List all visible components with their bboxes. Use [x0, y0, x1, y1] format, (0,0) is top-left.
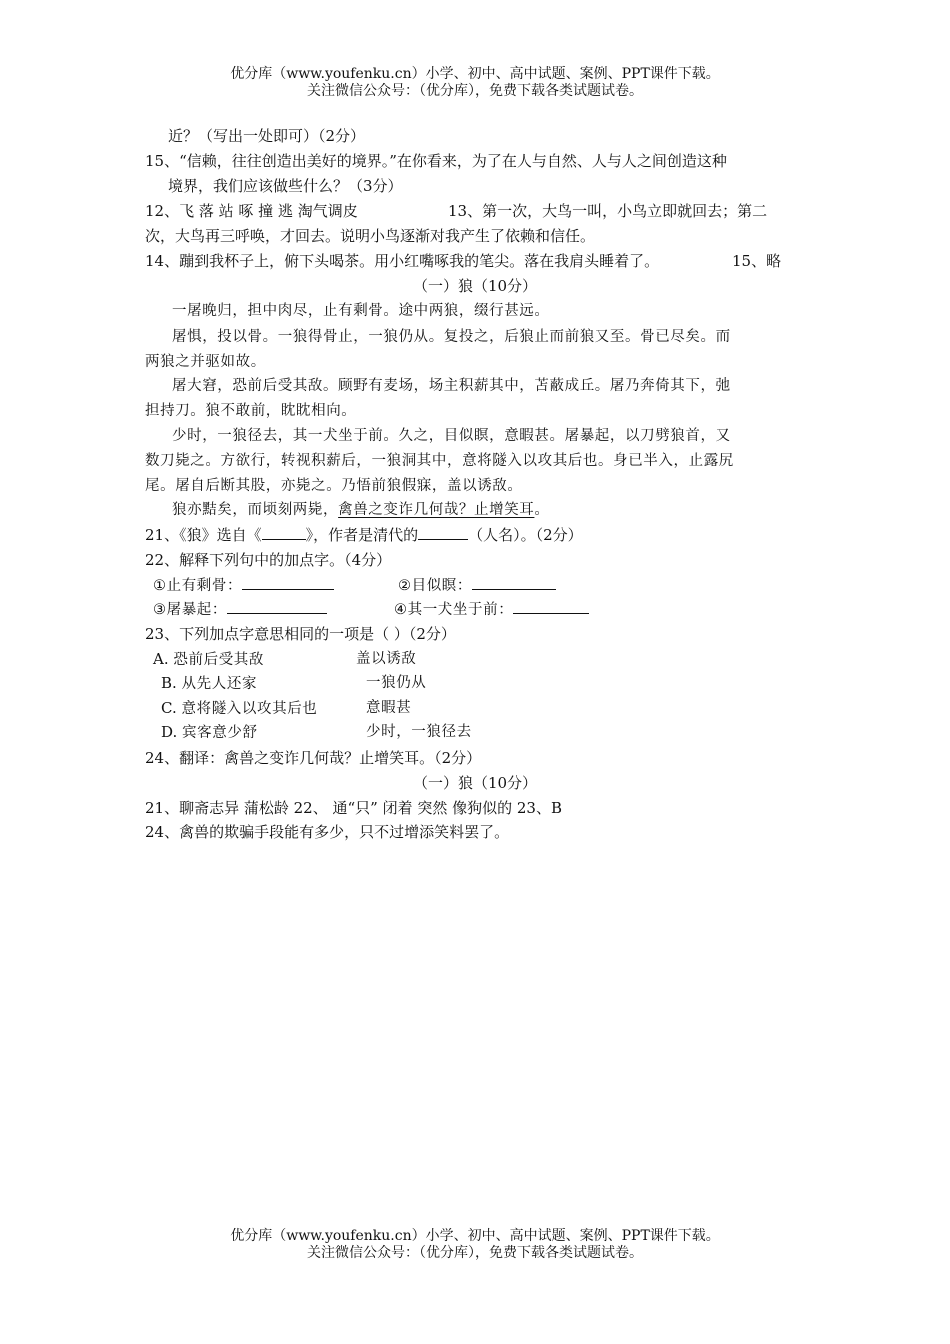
- section-title: （一）狼（10分）: [412, 277, 538, 295]
- q22-item-3: [153, 599, 327, 620]
- answers-21-23: 21、聊斋志异 蒲松龄 22、 通“只” 闭着 突然 像狗似的 23、B: [145, 799, 562, 817]
- passage-p1: 一屠晚归，担中肉尽，止有剩骨。途中两狼，缀行甚远。: [172, 303, 550, 319]
- q14-tail: 近？（写出一处即可）（2分）: [168, 127, 366, 145]
- q22-item-3-blank[interactable]: [227, 599, 327, 614]
- q21-text-b: 》，作者是清代的: [305, 526, 419, 544]
- answer-13: 13、第一次，大鸟一叫，小鸟立即就回去；第二: [448, 202, 768, 220]
- passage-p5: [172, 500, 550, 520]
- passage-p2-line-1: 屠惧，投以骨。一狼得骨止，一狼仍从。复投之，后狼止而前狼又至。骨已尽矣。而: [172, 329, 731, 345]
- q23-option-b-label: B.: [161, 674, 177, 692]
- q23-option-b-left: 从先人还家: [181, 676, 258, 692]
- q22-item-1-label: ①止有剩骨：: [153, 578, 243, 594]
- passage-p3-line-2: 担持刀。狼不敢前，眈眈相向。: [145, 403, 357, 419]
- answers-24: 24、禽兽的欺骗手段能有多少，只不过增添笑料罢了。: [145, 823, 510, 841]
- q23-option-a-label: A.: [153, 650, 169, 668]
- q22-item-3-label: ③屠暴起：: [153, 602, 227, 618]
- question-24: 24、翻译：禽兽之变诈几何哉？止增笑耳。（2分）: [145, 749, 482, 767]
- header-line-1: 优分库（www.youfenku.cn）小学、初中、高中试题、案例、PPT课件下载。: [230, 66, 720, 82]
- passage-p4-line-1: 少时，一狼径去，其一犬坐于前。久之，目似瞑，意暇甚。屠暴起，以刀劈狼首，又: [172, 428, 731, 444]
- q23-option-d-right: 少时，一狼径去: [366, 724, 472, 740]
- q23-option-a[interactable]: [153, 649, 264, 670]
- q22-item-1-blank[interactable]: [242, 575, 334, 590]
- answer-14: 14、蹦到我杯子上，俯下头喝茶。用小红嘴啄我的笔尖。落在我肩头睡着了。: [145, 252, 660, 270]
- passage-p5-text: 狼亦黠矣，而顷刻两毙，: [172, 502, 339, 518]
- q23-option-a-right: 盖以诱敌: [356, 651, 417, 667]
- header-line-2: 关注微信公众号：（优分库），免费下载各类试题试卷。: [307, 83, 643, 99]
- question-21: [145, 525, 583, 545]
- footer-line-2: 关注微信公众号：（优分库），免费下载各类试题试卷。: [307, 1245, 643, 1261]
- q23-option-a-left: 恐前后受其敌: [173, 652, 264, 668]
- passage-p2-line-2: 两狼之并驱如故。: [145, 354, 266, 370]
- q22-item-2-label: ②目似瞑：: [398, 578, 472, 594]
- page-header: [0, 66, 950, 100]
- q22-item-4-blank[interactable]: [513, 599, 589, 614]
- question-22: 22、解释下列句中的加点字。（4分）: [145, 551, 392, 569]
- q21-text-c: （人名）。（2分）: [468, 526, 583, 544]
- answer-15: 15、略: [732, 252, 782, 270]
- answer-12: 12、飞 落 站 啄 撞 逃 淘气调皮: [145, 202, 358, 220]
- passage-p5-end: 。: [534, 502, 550, 518]
- q21-text-a: 21、《狼》选自《: [145, 526, 262, 544]
- passage-p4-line-3: 尾。屠自后断其股，亦毙之。乃悟前狼假寐，盖以诱敌。: [145, 478, 523, 494]
- q21-blank-source[interactable]: [262, 525, 306, 540]
- q22-item-2: [398, 575, 556, 596]
- passage-p3-line-1: 屠大窘，恐前后受其敌。顾野有麦场，场主积薪其中，苫蔽成丘。屠乃奔倚其下，弛: [172, 378, 731, 394]
- q23-option-d[interactable]: [161, 722, 258, 743]
- question-23: 23、下列加点字意思相同的一项是（ ）（2分）: [145, 625, 456, 643]
- q23-option-b-right: 一狼仍从: [366, 675, 427, 691]
- q22-item-4-label: ④其一犬坐于前：: [394, 602, 514, 618]
- q23-option-c-label: C.: [161, 699, 177, 717]
- q22-item-4: [394, 599, 589, 620]
- passage-p5-underlined: 禽兽之变诈几何哉？止增笑耳: [338, 502, 535, 518]
- page-footer: [0, 1228, 950, 1262]
- q21-blank-author[interactable]: [418, 525, 468, 540]
- q22-item-2-blank[interactable]: [472, 575, 556, 590]
- q15-line-1: 15、“信赖，往往创造出美好的境界。”在你看来，为了在人与自然、人与人之间创造这种: [145, 152, 727, 170]
- q23-option-d-label: D.: [161, 723, 178, 741]
- q22-item-1: [153, 575, 334, 596]
- q23-option-c[interactable]: [161, 698, 317, 719]
- answers-title: （一）狼（10分）: [412, 774, 538, 792]
- q23-option-b[interactable]: [161, 673, 257, 694]
- q23-option-c-left: 意将隧入以攻其后也: [181, 701, 318, 717]
- footer-line-1: 优分库（www.youfenku.cn）小学、初中、高中试题、案例、PPT课件下载。: [230, 1228, 720, 1244]
- q23-option-c-right: 意暇甚: [366, 700, 412, 716]
- answer-13-cont: 次，大鸟再三呼唤，才回去。说明小鸟逐渐对我产生了依赖和信任。: [145, 227, 596, 245]
- q23-option-d-left: 宾客意少舒: [182, 725, 258, 741]
- q15-line-2: 境界，我们应该做些什么？（3分）: [168, 177, 403, 195]
- passage-p4-line-2: 数刀毙之。方欲行，转视积薪后，一狼洞其中，意将隧入以攻其后也。身已半入，止露尻: [145, 453, 734, 469]
